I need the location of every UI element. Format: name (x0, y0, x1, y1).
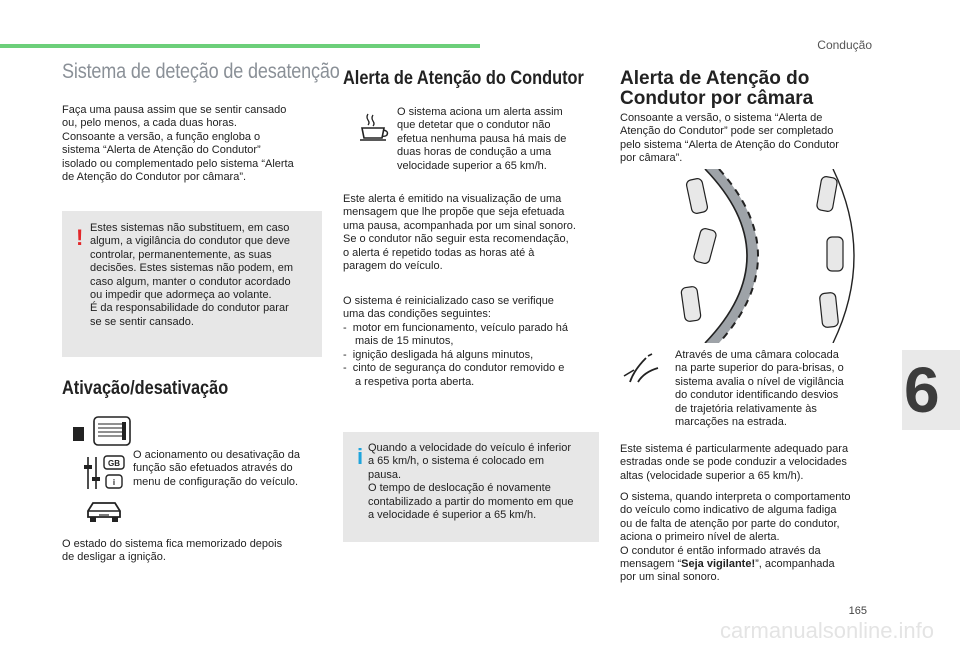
text-line: uma pausa, acompanhada por um sinal sonoro. (343, 219, 576, 232)
text-line: por câmara”. (620, 152, 683, 165)
text-line: paragem do veículo. (343, 260, 443, 273)
chapter-tab (902, 350, 960, 430)
text-line: marcações na estrada. (675, 416, 787, 429)
text-line: Este sistema é particularmente adequado para (620, 443, 849, 455)
text-line: a 65 km/h, o sistema é colocado em (368, 455, 545, 468)
alert-message: Seja vigilante! (681, 558, 756, 571)
reset-intro (343, 295, 599, 322)
text-line: motor em funcionamento, veículo parado há (352, 322, 569, 334)
text-line: É da responsabilidade do condutor parar (90, 302, 289, 315)
page-number: 165 (848, 605, 867, 617)
activation-text (133, 449, 323, 489)
text-line: estradas onde se pode conduzir a velocidades (620, 456, 847, 469)
text-line: mais de 15 minutos, (355, 335, 454, 348)
coffee-cup-icon (358, 112, 390, 142)
info-box (343, 432, 599, 542)
info-text (368, 442, 596, 522)
text-line: O sistema, quando interpreta o comportamento (620, 491, 851, 503)
warning-box (62, 211, 322, 357)
text-line: O condutor é então informado através da (620, 544, 821, 557)
heading-camera-alert (620, 69, 878, 109)
text-line: ou, pelo menos, a cada duas horas. (62, 117, 237, 130)
text-fragment: ”, acompanhada (755, 558, 835, 571)
text-line: de desligar a ignição. (62, 551, 166, 564)
text-line: contabilizado a partir do momento em que (368, 495, 574, 508)
text-line: do veículo como indicativo de alguma fadiga (620, 504, 837, 517)
heading-attention-detection: Sistema de deteção de desatenção (62, 60, 340, 83)
text-line: menu de configuração do veículo. (133, 475, 299, 488)
lane-drift-illustration (619, 169, 873, 343)
coffee-text (397, 106, 597, 173)
car-icon (84, 499, 124, 525)
chapter-number: 6 (904, 354, 940, 426)
text-line: sistema “Alerta de Atenção do Condutor” (62, 144, 261, 157)
text-line: sistema avalia o nível de vigilância (675, 375, 844, 388)
lane-departure-icon (622, 352, 660, 386)
memory-text (62, 538, 324, 565)
text-line: pelo sistema “Alerta de Atenção do Condutor (620, 138, 839, 151)
list-item: - cinto de segurança do condutor removido e a respetiva porta aberta. (343, 362, 565, 388)
text-line: a respetiva porta aberta. (355, 375, 475, 388)
text-line: de trajetória relativamente às (675, 402, 817, 415)
text-line: na parte superior do para-brisas, o (675, 362, 844, 375)
text-line: Estes sistemas não substituem, em caso (90, 222, 290, 234)
settings-sliders-icon (82, 453, 128, 493)
camera-text (675, 349, 878, 429)
text-line: O sistema aciona um alerta assim (397, 106, 563, 118)
text-line: aciona o primeiro nível de alerta. (620, 531, 780, 544)
interpret-text (620, 491, 882, 585)
text-fragment: mensagem “ (620, 558, 682, 571)
list-item: - motor em funcionamento, veículo parado há mais de 15 minutos, (343, 322, 569, 348)
text-line: Atenção do Condutor” pode ser completado (620, 125, 834, 138)
text-line: O sistema é reinicializado caso se verifique (343, 295, 554, 307)
warning-icon: ! (76, 225, 84, 250)
text-line: Consoante a versão, o sistema “Alerta de (620, 112, 823, 124)
text-line: pausa. (368, 468, 402, 481)
suited-text (620, 443, 878, 483)
text-line: ou de falta de atenção por parte do condutor, (620, 517, 840, 530)
text-line: efetua nenhuma pausa há mais de (397, 132, 567, 145)
text-line: caso algum, manter o condutor acordado (90, 275, 291, 288)
text-line: se se sentir cansado. (90, 315, 194, 328)
warning-text (90, 222, 320, 329)
heading-activation: Ativação/desativação (62, 378, 229, 399)
camera-intro (620, 112, 878, 166)
heading-line: Condutor por câmara (620, 88, 814, 109)
message-line (620, 558, 882, 571)
text-line: algum, a vigilância do condutor que deve (90, 235, 290, 248)
text-line: do condutor identificando desvios (675, 389, 839, 402)
text-line: a velocidade é superior a 65 km/h. (368, 509, 537, 522)
text-line: O tempo de deslocação é novamente (368, 482, 551, 495)
info-icon: i (357, 444, 364, 469)
text-line: ou impedir que adormeça ao volante. (90, 289, 272, 302)
text-line: função são efetuados através do (133, 462, 293, 475)
reset-conditions-list (343, 322, 601, 389)
road-diagram (619, 169, 873, 343)
text-line: decisões. Estes sistemas não podem, em (90, 262, 293, 275)
text-line: de Atenção do Condutor por câmara”. (62, 171, 247, 184)
info-label: i (112, 478, 116, 487)
text-line: por um sinal sonoro. (620, 571, 720, 584)
text-line: isolado ou complementado pelo sistema “Alerta (62, 157, 294, 170)
heading-driver-attention-alert: Alerta de Atenção do Condutor (343, 68, 584, 89)
text-line: ignição desligada há alguns minutos, (352, 348, 534, 361)
intro-paragraph (62, 104, 324, 184)
text-line: controlar, permanentemente, as suas (90, 248, 272, 261)
text-line: uma das condições seguintes: (343, 308, 491, 321)
watermark: carmanualsonline.info (720, 618, 935, 643)
text-line: Se o condutor não seguir esta recomendação, (343, 233, 569, 246)
text-line: O estado do sistema fica memorizado depois (62, 538, 283, 550)
language-label: GB (108, 459, 120, 468)
text-line: cinto de segurança do condutor removido e (352, 362, 565, 375)
text-line: altas (velocidade superior a 65 km/h). (620, 469, 804, 482)
text-line: Consoante a versão, a função engloba o (62, 130, 261, 143)
text-line: Quando a velocidade do veículo é inferior (368, 442, 572, 454)
text-line: duas horas de condução a uma (397, 146, 552, 159)
text-line: Através de uma câmara colocada (675, 349, 839, 361)
text-line: O acionamento ou desativação da (133, 449, 300, 461)
alert-text (343, 193, 599, 273)
heading-line: Alerta de Atenção do (620, 68, 810, 89)
text-line: Este alerta é emitido na visualização de uma (343, 193, 562, 205)
list-item: - ignição desligada há alguns minutos, (343, 348, 534, 361)
screen-menu-icon (72, 414, 134, 448)
section-title: Condução (817, 38, 872, 52)
text-line: que detetar que o condutor não (397, 119, 551, 132)
text-line: mensagem que lhe propõe que seja efetuada (343, 206, 565, 219)
text-line: velocidade superior a 65 km/h. (397, 159, 547, 172)
text-line: Faça uma pausa assim que se sentir cansado (62, 104, 287, 116)
text-line: o alerta é repetido todas as horas até à (343, 246, 535, 259)
section-color-bar (0, 44, 480, 48)
column-left (62, 60, 340, 184)
